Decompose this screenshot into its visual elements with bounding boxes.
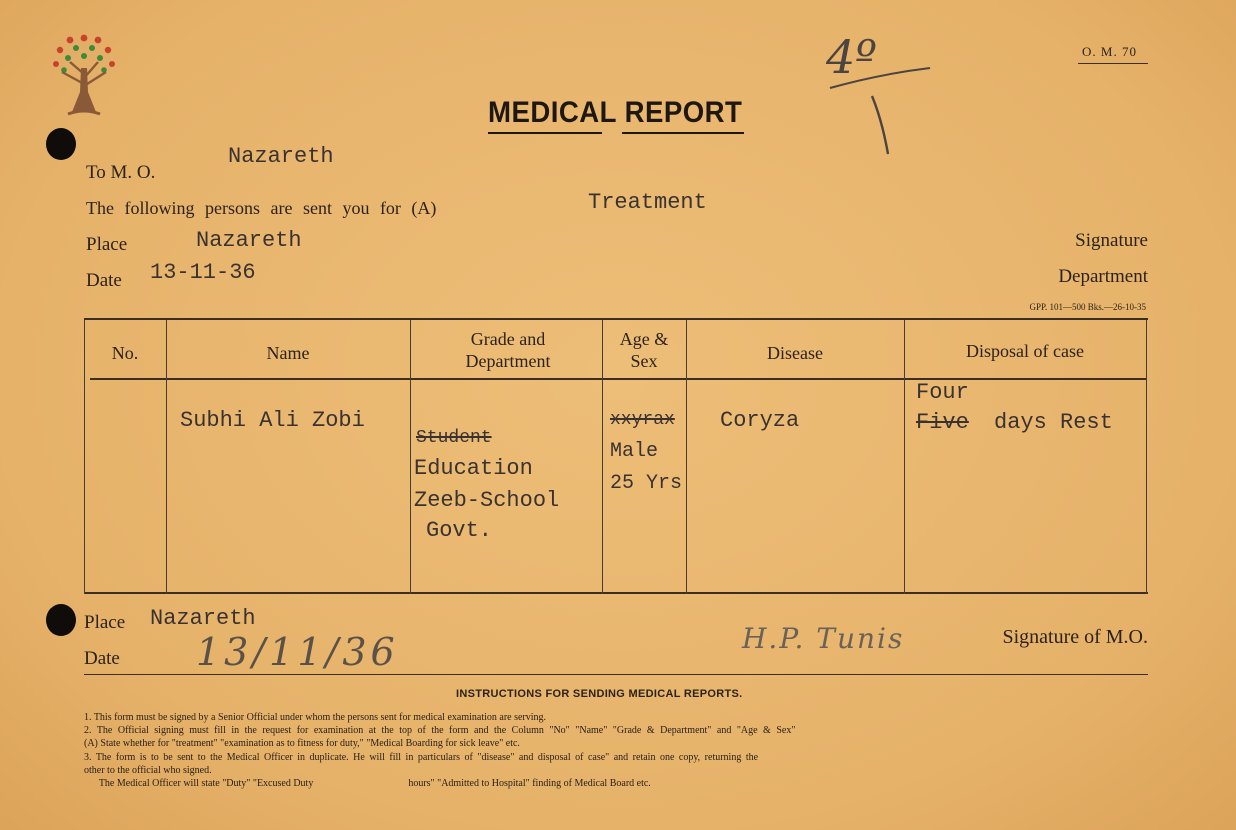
sent-for-label: The following persons are sent you for (A) xyxy=(86,198,437,218)
handwritten-folio-number: 4º xyxy=(826,30,877,84)
column-header-grade: Grade and Department xyxy=(465,329,551,371)
place-value: Nazareth xyxy=(196,228,302,253)
column-header-age-sex: Age & Sex xyxy=(619,329,669,371)
row-disposal-insert: Four xyxy=(916,380,969,405)
instruction-item: 1. This form must be signed by a Senior Official under whom the persons sent for medical examination are serving. xyxy=(84,712,547,723)
footer-place-value: Nazareth xyxy=(150,606,256,631)
form-code: O. M. 70 xyxy=(1082,44,1137,59)
date-label: Date xyxy=(86,270,122,291)
footer-date-value: 13/11/36 xyxy=(196,630,399,674)
row-age: 25 Yrs xyxy=(610,472,683,495)
instruction-item: (A) State whether for "treatment" "examination as to fitness for duty," "Medical Boarding for sick leave" etc. xyxy=(84,738,520,749)
instructions-title: INSTRUCTIONS FOR SENDING MEDICAL REPORTS. xyxy=(456,688,743,700)
archive-tree-logo-icon xyxy=(48,34,120,122)
row-age-struck: xxyrax xyxy=(610,410,675,430)
punch-hole-bottom xyxy=(46,604,76,636)
page-title: MEDICAL REPORT xyxy=(488,96,743,129)
footer-place-label: Place xyxy=(84,612,126,633)
instruction-item: The Medical Officer will state "Duty" "Excused Duty hours" "Admitted to Hospital" finding of Medical Board etc. xyxy=(84,778,651,789)
table-top-border xyxy=(84,318,1148,320)
column-header-name: Name xyxy=(266,343,310,363)
table-bottom-border xyxy=(84,592,1148,594)
row-grade-line-3: Govt. xyxy=(426,518,493,543)
row-disposal-rest: days Rest xyxy=(994,410,1113,435)
row-grade-struck: Student xyxy=(416,428,492,448)
to-mo-value: Nazareth xyxy=(228,144,334,169)
instruction-item: other to the official who signed. xyxy=(84,765,212,776)
footer-rule xyxy=(84,674,1148,675)
title-underline xyxy=(488,132,602,134)
row-disease: Coryza xyxy=(720,408,800,433)
row-grade-line-1: Education xyxy=(414,456,533,481)
row-name: Subhi Ali Zobi xyxy=(180,408,365,433)
footer-date-label: Date xyxy=(84,648,120,669)
handwritten-stroke xyxy=(820,60,950,160)
row-sex: Male xyxy=(610,440,659,463)
signature-label: Signature xyxy=(1075,230,1148,251)
to-mo-label: To M. O. xyxy=(86,162,156,183)
punch-hole-top xyxy=(46,128,76,160)
mo-signature-label: Signature of M.O. xyxy=(1002,626,1148,648)
print-code: GPP. 101—500 Bks.—26-10-35 xyxy=(1029,302,1146,312)
row-grade-line-2: Zeeb-School xyxy=(414,488,560,513)
mo-signature: H.P. Tunis xyxy=(742,622,905,655)
column-header-no: No. xyxy=(111,343,139,363)
table-row xyxy=(84,380,1148,592)
place-label: Place xyxy=(86,234,128,255)
column-header-disease: Disease xyxy=(767,343,823,363)
column-header-disposal: Disposal of case xyxy=(966,341,1084,361)
instruction-item: 3. The form is to be sent to the Medical Officer in duplicate. He will fill in particulars of "disease" and disposal of case" and retain one copy, returning the xyxy=(84,752,759,763)
row-disposal-struck: Five xyxy=(916,410,969,435)
instruction-item: 2. The Official signing must fill in the request for examination at the top of the form and the Column "No" "Name" "Grade & Department" and "Age & Sex" xyxy=(84,725,796,736)
department-label: Department xyxy=(1058,266,1148,287)
sent-for-value: Treatment xyxy=(588,190,707,215)
date-value: 13-11-36 xyxy=(150,260,256,285)
